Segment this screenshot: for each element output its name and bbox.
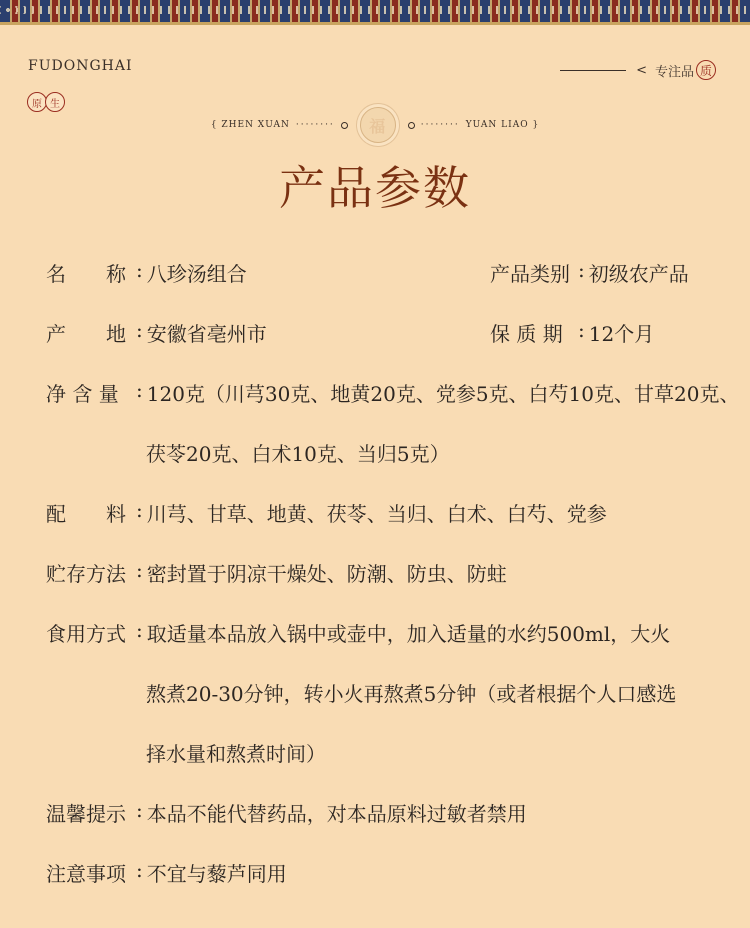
spec-net-content-cont: 茯苓20克、白术10克、当归5克） bbox=[146, 442, 450, 466]
ring-icon bbox=[341, 122, 348, 129]
right-caption: YUAN LIAO } bbox=[465, 120, 540, 130]
spec-row-shelf-life: 保 质 期 : 12个月 bbox=[490, 318, 655, 346]
spec-row-net-content: 净 含 量 : 120克（川芎30克、地黄20克、党参5克、白芍10克、甘草20克、 bbox=[46, 378, 740, 406]
spec-row-tips: 温馨提示 : 本品不能代替药品，对本品原料过敏者禁用 bbox=[46, 798, 527, 826]
divider-line bbox=[560, 70, 626, 71]
slogan-text: 专注品 bbox=[654, 64, 694, 80]
decorative-border bbox=[0, 0, 750, 25]
section-ornament: { ZHEN XUAN ········ 福 ········ YUAN LIAO } bbox=[0, 108, 750, 142]
fu-emblem-icon: 福 bbox=[360, 107, 396, 143]
seal-stamp: 原 生 bbox=[26, 92, 64, 112]
brand-name: FUDONGHAI bbox=[28, 58, 133, 74]
spec-row-category: 产品类别 : 初级农产品 bbox=[490, 258, 689, 286]
spec-row-usage: 食用方式 : 取适量本品放入锅中或壶中，加入适量的水约500ml，大火 bbox=[46, 618, 671, 646]
slogan bbox=[560, 60, 716, 80]
spec-row-name: 名 称 : 八珍汤组合 bbox=[46, 258, 247, 286]
chevron-left-icon: < bbox=[636, 62, 647, 78]
left-caption: { ZHEN XUAN bbox=[210, 120, 290, 130]
page-title: 产品参数 bbox=[279, 161, 471, 215]
spec-row-notice: 注意事项 : 不宜与藜芦同用 bbox=[46, 858, 287, 886]
spec-usage-cont-2: 择水量和熬煮时间） bbox=[146, 742, 326, 766]
ring-icon bbox=[408, 122, 415, 129]
spec-row-storage: 贮存方法 : 密封置于阴凉干燥处、防潮、防虫、防蛀 bbox=[46, 558, 507, 586]
spec-row-ingredients: 配 料 : 川芎、甘草、地黄、茯苓、当归、白术、白芍、党参 bbox=[46, 498, 607, 526]
spec-usage-cont-1: 熬煮20-30分钟，转小火再熬煮5分钟（或者根据个人口感选 bbox=[146, 682, 677, 706]
spec-row-origin: 产 地 : 安徽省亳州市 bbox=[46, 318, 267, 346]
slogan-seal-char: 质 bbox=[696, 60, 716, 80]
